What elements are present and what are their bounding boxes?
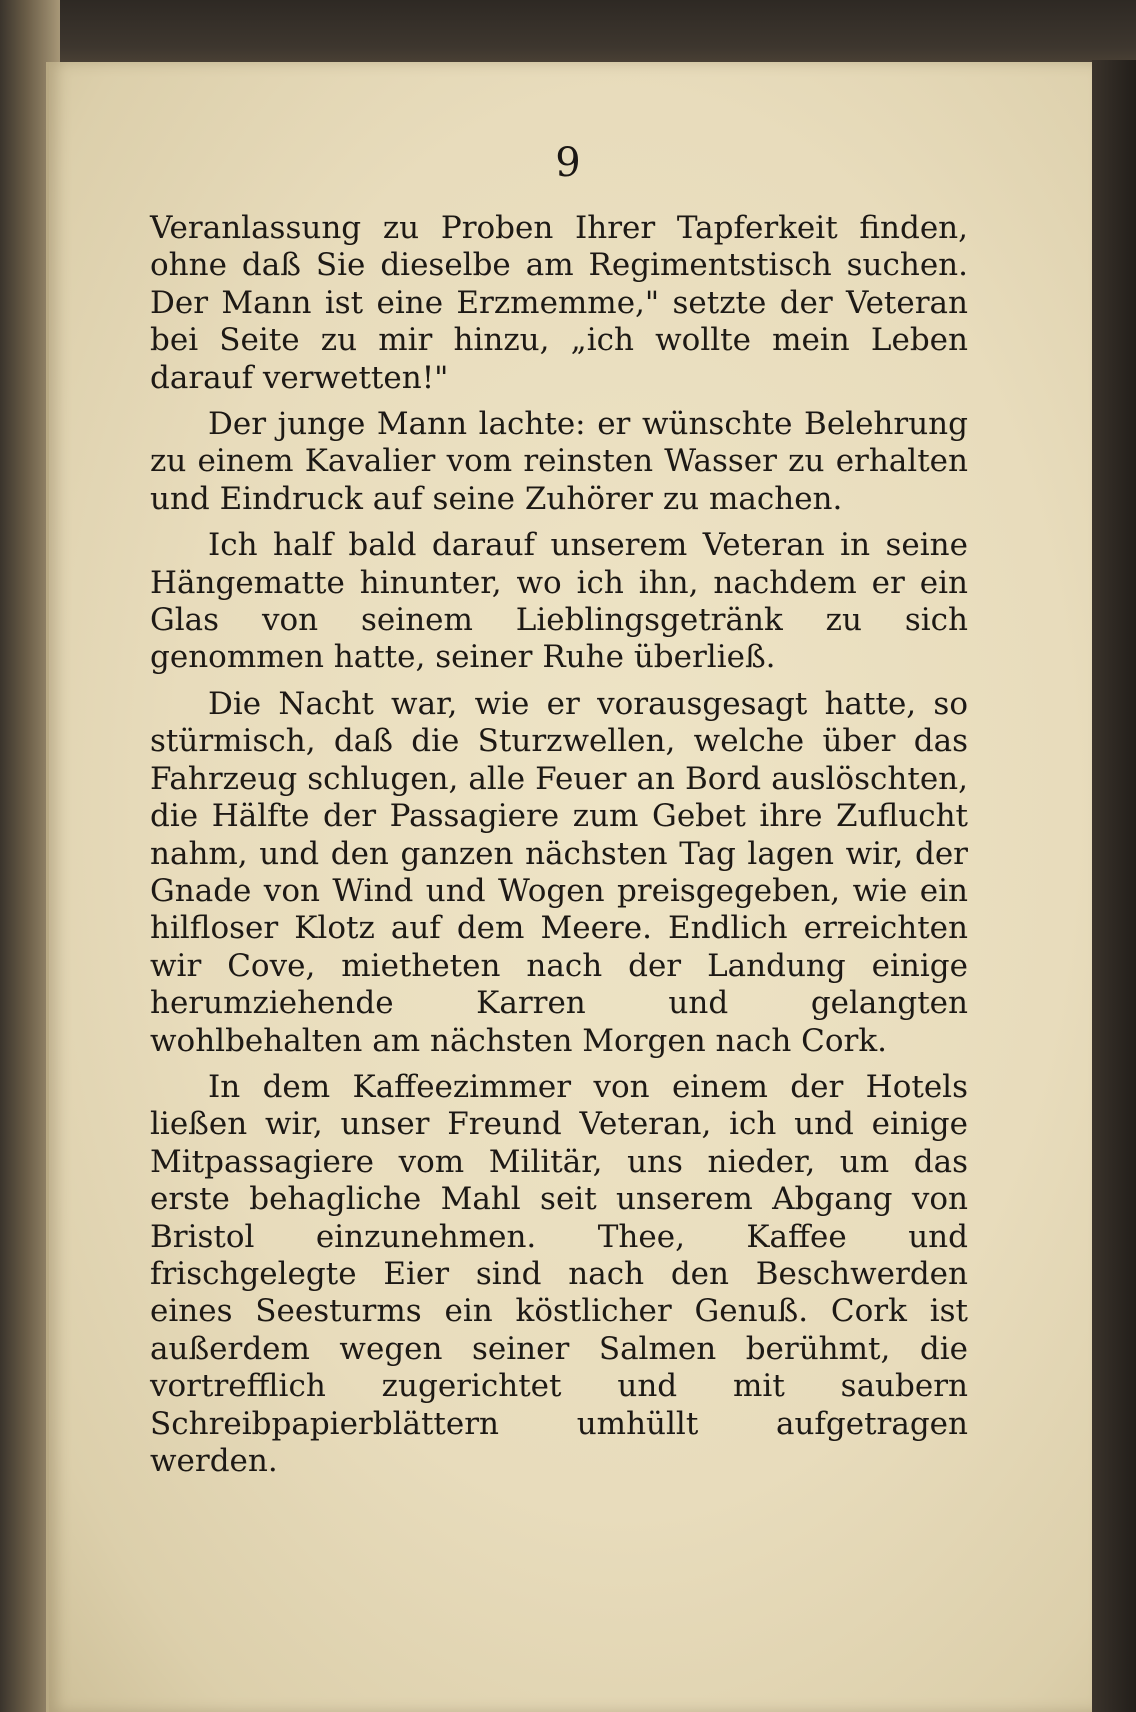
- paragraph-1: Veranlassung zu Proben Ihrer Tapferkeit finden, ohne daß Sie dieselbe am Regimentstisch suchen. Der Mann ist eine Erzmemme," setzte der Veteran bei Seite zu mir hinzu, „ich wollte mein Leben darauf verwetten!": [150, 210, 968, 396]
- paragraph-4: Die Nacht war, wie er vorausgesagt hatte, so stürmisch, daß die Sturzwellen, welche über das Fahrzeug schlugen, alle Feuer an Bord auslöschten, die Hälfte der Passagiere zum Gebet ihre Zuflucht nahm, und den ganzen nächsten Tag lagen wir, der Gnade von Wind und Wogen preisgegeben, wie ein hilfloser Klotz auf dem Meere. Endlich erreichten wir Cove, mietheten nach der Landung einige herumziehende Karren und gelangten wohlbehalten am nächsten Morgen nach Cork.: [150, 685, 968, 1059]
- page-body: [150, 210, 968, 1489]
- paragraph-2: Der junge Mann lachte: er wünschte Belehrung zu einem Kavalier vom reinsten Wasser zu erhalten und Eindruck auf seine Zuhörer zu machen.: [150, 406, 968, 517]
- paragraph-5: In dem Kaffeezimmer von einem der Hotels ließen wir, unser Freund Veteran, ich und einige Mitpassagiere vom Militär, uns nieder, um das erste behagliche Mahl seit unserem Abgang von Bristol einzunehmen. Thee, Kaffee und frischgelegte Eier sind nach den Beschwerden eines Seesturms ein köstlicher Genuß. Cork ist außerdem wegen seiner Salmen berühmt, die vortrefflich zugerichtet und mit saubern Schreibpapierblättern umhüllt aufgetragen werden.: [150, 1068, 968, 1479]
- book-cover-edge: [1092, 60, 1136, 1712]
- page-number: 9: [555, 140, 581, 186]
- paragraph-3: Ich half bald darauf unserem Veteran in seine Hängematte hinunter, wo ich ihn, nachdem er ein Glas von seinem Lieblingsgetränk zu sich genommen hatte, seiner Ruhe überließ.: [150, 527, 968, 676]
